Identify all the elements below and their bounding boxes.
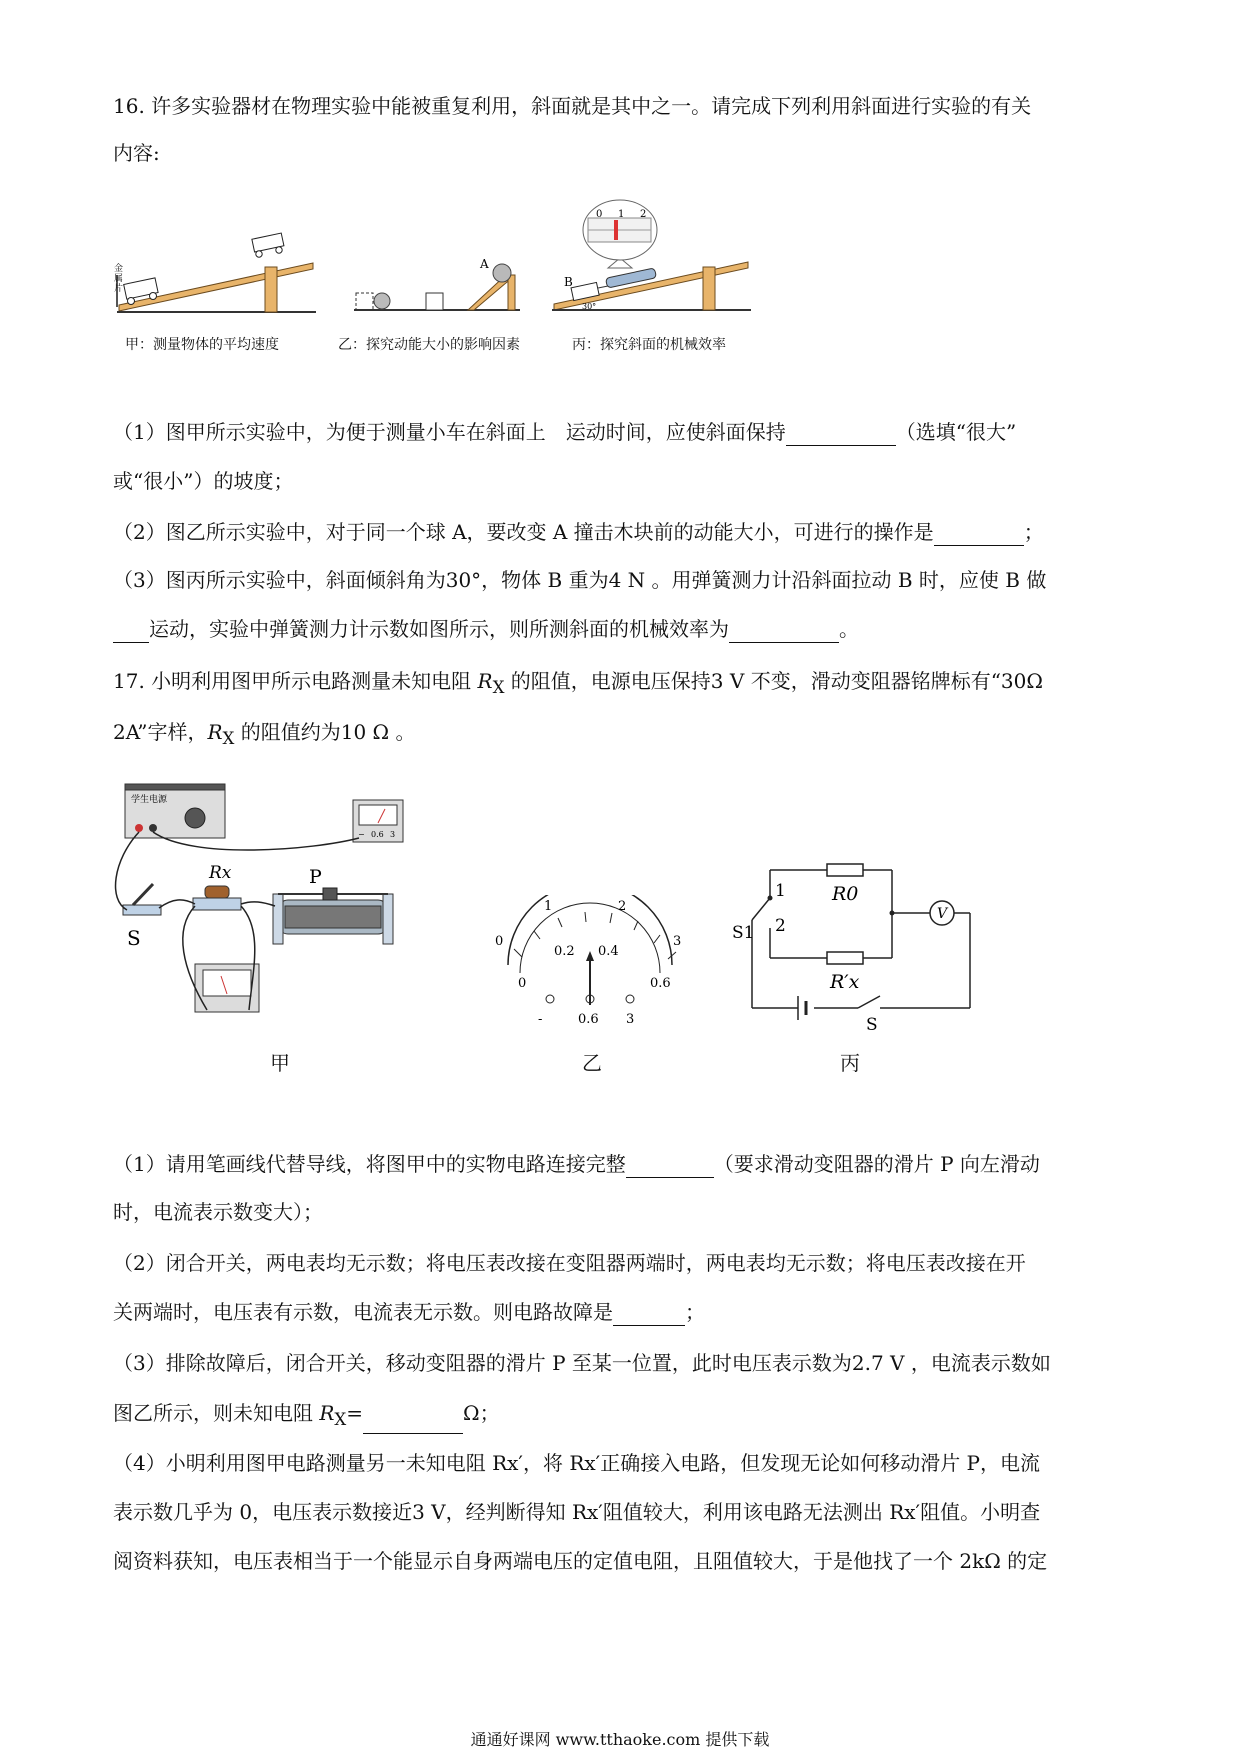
q17-part4-line3: 阅资料获知，电压表相当于一个能显示自身两端电压的定值电阻，且阻值较大，于是他找了一个 2kΩ 的定 bbox=[113, 1549, 1048, 1573]
q17-part2-blank[interactable] bbox=[613, 1303, 685, 1326]
page-footer: 通通好课网 www.tthaoke.com 提供下载 bbox=[470, 1730, 770, 1749]
q16-caption-bing: 丙：探究斜面的机械效率 bbox=[572, 337, 726, 353]
q16-gauge-tick-1: 1 bbox=[618, 209, 625, 220]
q17-intro-line1: 17. 小明利用图甲所示电路测量未知电阻 $R_X$ 的阻值，电源电压保持3 V 不变，滑动变阻器铭牌标有“30Ω bbox=[113, 669, 1043, 697]
q17-yi-bottom-1: 0.2 bbox=[554, 944, 575, 959]
q16-part1-line2: 或“很小”）的坡度； bbox=[113, 469, 294, 493]
q17-yi-bottom-0: 0 bbox=[518, 976, 527, 991]
q17-yi-term-1: 0.6 bbox=[578, 1012, 599, 1027]
q17-intro-line2: 2A”字样，$R_X$ 的阻值约为10 Ω 。 bbox=[113, 720, 416, 748]
q16-intro-line2: 内容: bbox=[113, 141, 160, 165]
q17-caption-bing: 丙 bbox=[840, 1051, 860, 1075]
q16-part3-blank-efficiency[interactable] bbox=[729, 620, 839, 643]
q16-part1-blank[interactable] bbox=[786, 423, 896, 446]
q17-figure-yi bbox=[490, 895, 690, 1035]
q17-part3-line2: 图乙所示，则未知电阻 $R_X= \Omega$； bbox=[113, 1399, 500, 1434]
q17-part4-line1: （4）小明利用图甲电路测量另一未知电阻 Rx′，将 Rx′正确接入电路，但发现无论如何移动滑片 P，电流 bbox=[113, 1451, 1041, 1475]
q17-bing-s1: S1 bbox=[732, 923, 755, 943]
q17-figure-jia bbox=[113, 780, 458, 1025]
q17-jia-volt-term-1: 0.6 bbox=[371, 830, 384, 839]
q17-jia-volt-term-2: 3 bbox=[390, 830, 396, 839]
q17-bing-r0: R0 bbox=[832, 883, 859, 905]
q17-part2-line1: （2）闭合开关，两电表均无示数；将电压表改接在变阻器两端时，两电表均无示数；将电压表改接在开 bbox=[113, 1251, 1026, 1275]
q16-part2-line: （2）图乙所示实验中，对于同一个球 A，要改变 A 撞击木块前的动能大小，可进行的操作是 ； bbox=[113, 520, 1044, 544]
q17-yi-top-0: 0 bbox=[495, 934, 504, 949]
q16-part3-blank-motion[interactable] bbox=[113, 620, 149, 643]
q17-part3-line1: （3）排除故障后，闭合开关，移动变阻器的滑片 P 至某一位置，此时电压表示数为2.7 V ，电流表示数如 bbox=[113, 1351, 1051, 1375]
q17-caption-jia: 甲 bbox=[270, 1051, 290, 1075]
q16-figure-jia bbox=[113, 215, 318, 320]
q17-bing-t2: 2 bbox=[775, 916, 786, 936]
q16-bing-label-b: B bbox=[564, 275, 573, 289]
q17-yi-top-2: 2 bbox=[618, 899, 627, 914]
q17-jia-volt-term-0: − bbox=[358, 830, 365, 839]
q17-part2-line2: 关两端时，电压表有示数，电流表无示数。则电路故障是 ； bbox=[113, 1300, 705, 1324]
q17-part1-line1: （1）请用笔画线代替导线，将图甲中的实物电路连接完整 （要求滑动变阻器的滑片 P 向左滑动 bbox=[113, 1152, 1040, 1176]
q16-intro-line1: 16. 许多实验器材在物理实验中能被重复利用，斜面就是其中之一。请完成下列利用斜面进行实验的有关 bbox=[113, 94, 1032, 118]
q17-yi-bottom-3: 0.6 bbox=[650, 976, 671, 991]
q17-part3-blank[interactable] bbox=[363, 1411, 463, 1434]
q17-caption-yi: 乙 bbox=[582, 1051, 602, 1075]
q17-bing-rx: R′x bbox=[830, 971, 860, 993]
q17-yi-top-3: 3 bbox=[673, 934, 682, 949]
q17-yi-term-2: 3 bbox=[626, 1012, 635, 1027]
q17-yi-top-1: 1 bbox=[544, 899, 553, 914]
q16-part1-line1: （1）图甲所示实验中，为便于测量小车在斜面上 运动时间，应使斜面保持 （选填“很大” bbox=[113, 420, 1017, 444]
q16-gauge-tick-2: 2 bbox=[640, 209, 647, 220]
q16-part3-line2: 运动，实验中弹簧测力计示数如图所示，则所测斜面的机械效率为 。 bbox=[113, 615, 859, 643]
q17-yi-bottom-2: 0.4 bbox=[598, 944, 619, 959]
q17-bing-s: S bbox=[866, 1015, 878, 1035]
q16-figure-bing bbox=[548, 197, 753, 320]
q17-part4-line2: 表示数几乎为 0，电压表示数接近3 V，经判断得知 Rx′阻值较大，利用该电路无法测出 Rx′阻值。小明查 bbox=[113, 1500, 1041, 1524]
q16-part3-line1: （3）图丙所示实验中，斜面倾斜角为30°，物体 B 重为4 N 。用弹簧测力计沿斜面拉动 B 时，应使 B 做 bbox=[113, 568, 1047, 592]
q17-jia-switch-label: S bbox=[127, 926, 141, 950]
q17-bing-t1: 1 bbox=[775, 881, 786, 901]
q16-yi-label-a: A bbox=[480, 257, 489, 271]
q17-figure-bing bbox=[730, 858, 980, 1038]
q17-bing-v: V bbox=[937, 906, 948, 922]
q16-jia-side-label: 金属片 bbox=[114, 264, 124, 294]
q16-gauge-tick-0: 0 bbox=[596, 209, 603, 220]
q16-part2-blank[interactable] bbox=[934, 523, 1024, 546]
q17-part1-blank[interactable] bbox=[626, 1155, 714, 1178]
q16-caption-yi: 乙：探究动能大小的影响因素 bbox=[338, 337, 520, 353]
q16-figure-yi bbox=[350, 255, 525, 320]
q16-bing-angle: 30° bbox=[582, 302, 597, 311]
q17-jia-p-label: P bbox=[309, 866, 322, 888]
q16-caption-jia: 甲：测量物体的平均速度 bbox=[125, 337, 279, 353]
q17-power-label: 学生电源 bbox=[131, 795, 168, 805]
q17-part1-line2: 时，电流表示数变大）； bbox=[113, 1200, 323, 1224]
q17-jia-rx-label: Rx bbox=[209, 863, 232, 883]
q17-yi-term-0: - bbox=[538, 1012, 543, 1027]
